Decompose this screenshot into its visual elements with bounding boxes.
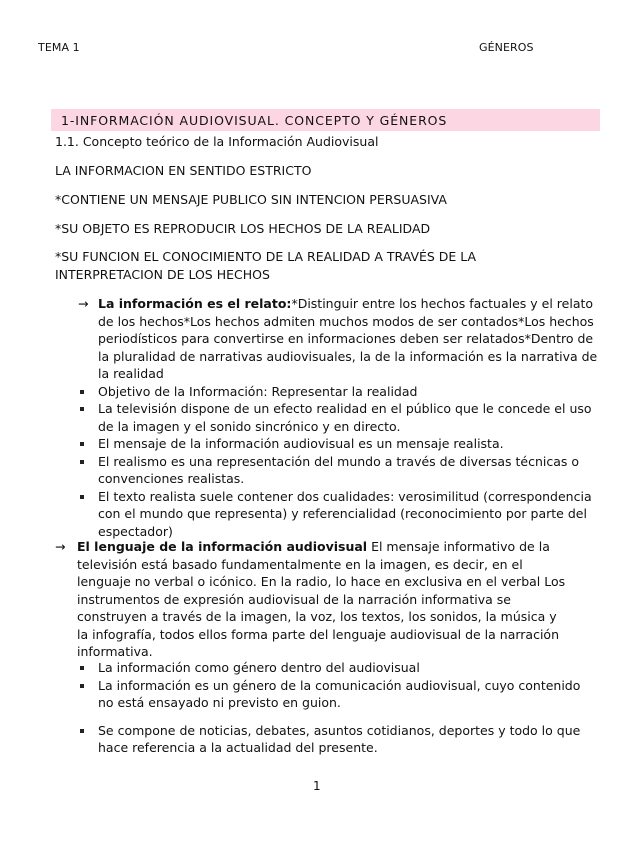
text-line: LA INFORMACION EN SENTIDO ESTRICTO: [55, 163, 312, 178]
page-number: 1: [313, 779, 321, 793]
arrow-bullet-icon: →: [78, 296, 89, 311]
square-bullet-icon: [80, 390, 84, 394]
header-topic: TEMA 1: [38, 41, 80, 54]
square-bullet-icon: [80, 460, 84, 464]
lenguaje-text: El mensaje informativo de la televisión está basado fundamentalmente en la imagen, es decir, en el lenguaje no verbal o icónico. En la radio, lo hace en exclusiva en el verbal Los instrumentos de expresión audiovisual de la narración informativa se construyen a través de la imagen, la voz, los textos, los sonidos, la música y la infografía, todos ellos forma parte del lenguaje audiovisual de la narración informativa.: [77, 539, 566, 659]
list-item: El realismo es una representación del mundo a través de diversas técnicas o convenciones realistas.: [78, 453, 598, 488]
square-bullet-icon: [80, 495, 84, 499]
header-category: GÉNEROS: [479, 41, 534, 54]
subsection-title: 1.1. Concepto teórico de la Información Audiovisual: [55, 134, 379, 149]
lenguaje-heading: El lenguaje de la información audiovisual: [77, 539, 368, 554]
relato-list: [78, 295, 598, 540]
list-item: La información como género dentro del audiovisual: [78, 659, 598, 677]
arrow-bullet-icon: →: [55, 539, 66, 554]
list-item: [55, 538, 569, 661]
square-bullet-icon: [80, 407, 84, 411]
section-title: 1-INFORMACIÓN AUDIOVISUAL. CONCEPTO Y GÉNEROS: [51, 109, 600, 131]
square-bullet-icon: [80, 442, 84, 446]
square-bullet-icon: [80, 666, 84, 670]
list-item: Se compone de noticias, debates, asuntos cotidianos, deportes y todo lo que hace referencia a la actualidad del presente.: [78, 722, 598, 757]
list-item: Objetivo de la Información: Representar la realidad: [78, 383, 598, 401]
text-line: *CONTIENE UN MENSAJE PUBLICO SIN INTENCION PERSUASIVA: [55, 192, 447, 207]
list-item: El mensaje de la información audiovisual es un mensaje realista.: [78, 435, 598, 453]
square-bullet-icon: [80, 684, 84, 688]
square-bullet-icon: [80, 729, 84, 733]
text-line: *SU OBJETO ES REPRODUCIR LOS HECHOS DE LA REALIDAD: [55, 221, 431, 236]
list-item: La información es un género de la comunicación audiovisual, cuyo contenido no está ensayado ni previsto en guion.: [78, 677, 598, 712]
relato-heading: La información es el relato:: [98, 296, 292, 311]
lenguaje-list: [55, 538, 569, 661]
relato-text: *Distinguir entre los hechos factuales y el relato de los hechos*Los hechos admiten muchos modos de ser contados*Los hechos periodísticos para convertirse en informaciones deben ser relatados*Dentro de la pluralidad de narrativas audiovisuales, la de la información es la narrativa de la realidad: [98, 296, 598, 381]
list-item: La televisión dispone de un efecto realidad en el público que le concede el uso de la imagen y el sonido sincrónico y en directo.: [78, 400, 598, 435]
list-item: [78, 295, 598, 383]
list-item: El texto realista suele contener dos cualidades: verosimilitud (correspondencia con el mundo que representa) y referencialidad (reconocimiento por parte del espectador): [78, 488, 598, 541]
function-paragraph: *SU FUNCION EL CONOCIMIENTO DE LA REALIDAD A TRAVÉS DE LA INTERPRETACION DE LOS HECHOS: [55, 249, 477, 282]
genre-list: [78, 659, 598, 757]
